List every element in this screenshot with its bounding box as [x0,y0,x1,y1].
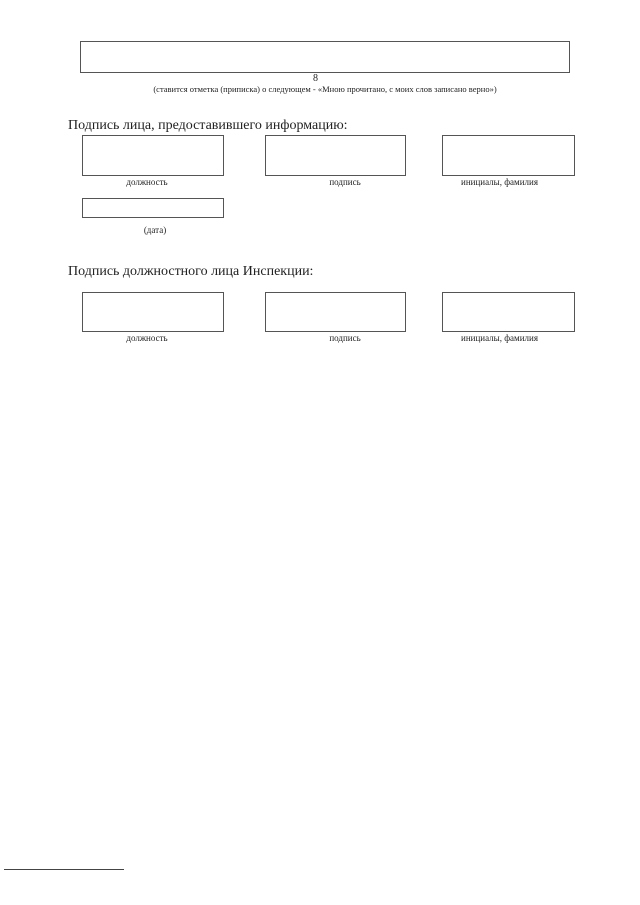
official-name-field[interactable] [442,292,575,332]
note-field[interactable] [80,41,570,73]
note-caption: (ставится отметка (приписка) о следующем - «Мною прочитано, с моих слов записано верно») [153,84,497,94]
official-name-caption: инициалы, фамилия [461,333,538,343]
provider-signature-heading: Подпись лица, предоставившего информацию: [68,118,348,133]
footnote-separator [4,869,124,870]
official-position-caption: должность [126,333,168,343]
official-signature-caption: подпись [329,333,361,343]
provider-position-caption: должность [126,177,168,187]
provider-name-field[interactable] [442,135,575,176]
provider-date-caption: (дата) [143,225,167,235]
provider-signature-field[interactable] [265,135,406,176]
page-number: 8 [313,73,318,84]
official-position-field[interactable] [82,292,224,332]
provider-signature-caption: подпись [329,177,361,187]
provider-date-field[interactable] [82,198,224,218]
official-signature-heading: Подпись должностного лица Инспекции: [68,264,314,279]
official-signature-field[interactable] [265,292,406,332]
provider-position-field[interactable] [82,135,224,176]
provider-name-caption: инициалы, фамилия [461,177,538,187]
